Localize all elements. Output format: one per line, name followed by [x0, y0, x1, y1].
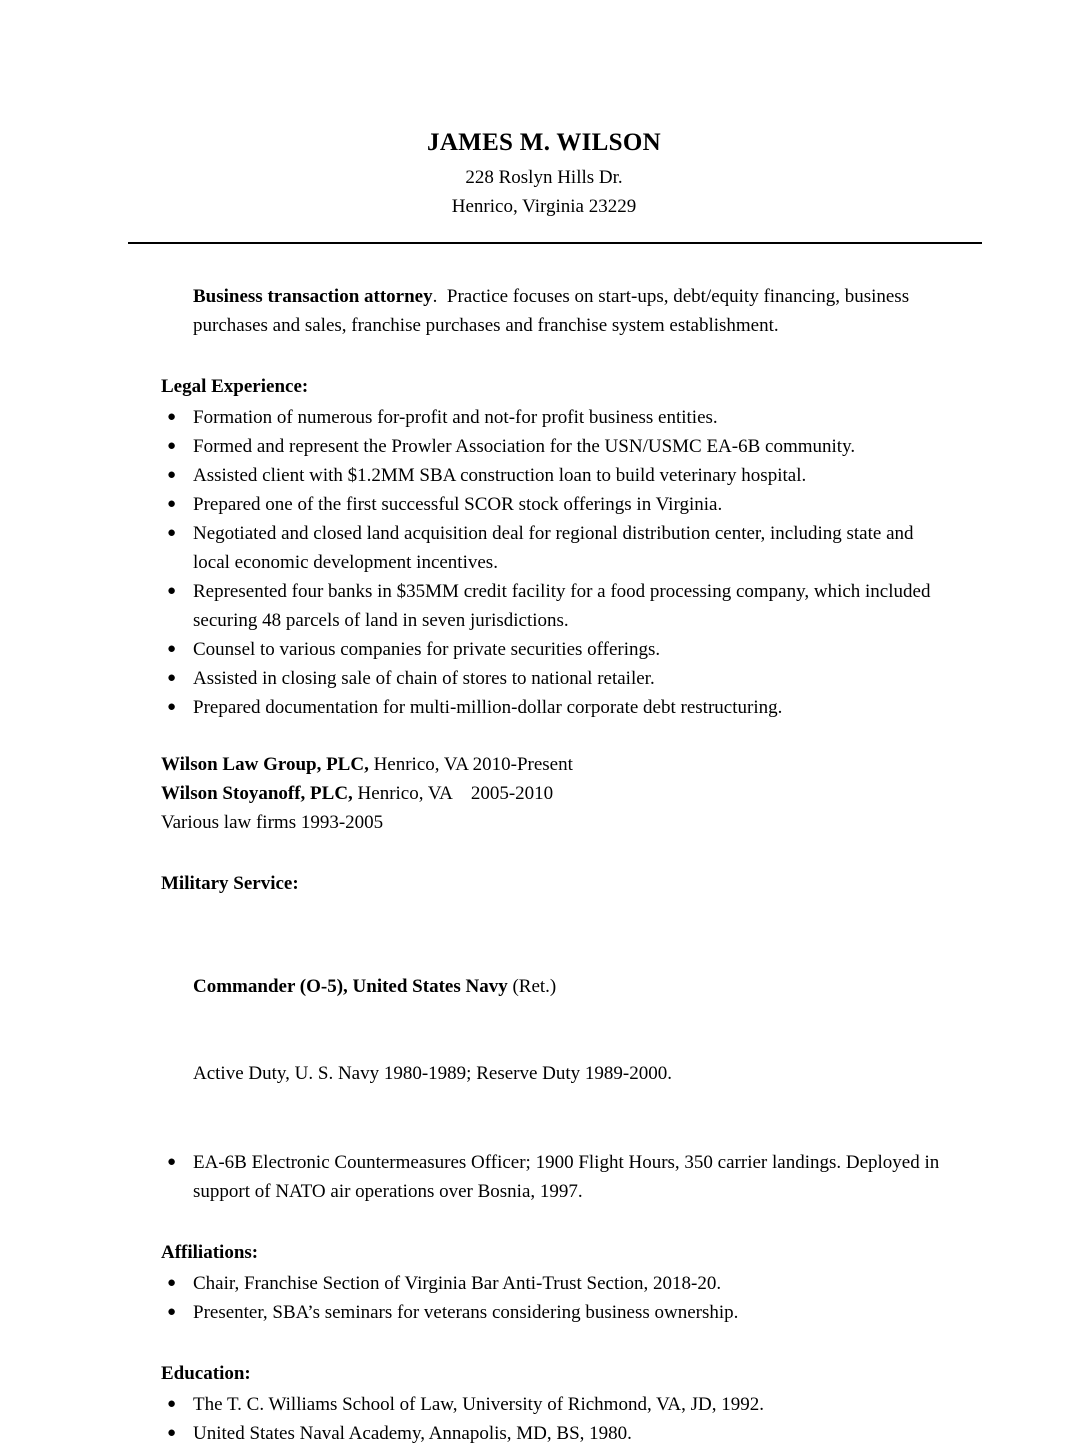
bullet-icon: ● [167, 641, 177, 657]
bullet-text: Counsel to various companies for private securities offerings. [193, 639, 661, 660]
bullet-text: Presenter, SBA’s seminars for veterans considering business ownership. [193, 1302, 739, 1323]
firm-name: Wilson Stoyanoff, PLC, [161, 783, 353, 804]
bullet-item [161, 1390, 943, 1419]
bullet-item [161, 664, 943, 693]
bullet-item [161, 1419, 943, 1448]
bullet-item [161, 693, 943, 722]
bullet-item [161, 432, 943, 461]
bullet-item [161, 519, 943, 577]
bullet-text: Prepared one of the first successful SCOR stock offerings in Virginia. [193, 494, 723, 515]
bullet-text: Formed and represent the Prowler Association for the USN/USMC EA-6B community. [193, 436, 856, 457]
summary-lead: Business transaction attorney [193, 286, 433, 307]
bullet-item [161, 635, 943, 664]
bullet-item [161, 1148, 943, 1206]
bullet-icon: ● [167, 467, 177, 483]
education-list [161, 1390, 943, 1448]
bullet-text: United States Naval Academy, Annapolis, MD, BS, 1980. [193, 1423, 632, 1444]
affiliations-heading: Affiliations: [161, 1242, 259, 1263]
military-duty-line: Active Duty, U. S. Navy 1980-1989; Reserve Duty 1989-2000. [193, 1063, 672, 1084]
bullet-text: Negotiated and closed land acquisition deal for regional distribution center, including state and local economic development incentives. [193, 523, 914, 573]
section-legal-experience [161, 372, 943, 722]
resume-header [0, 0, 1088, 221]
military-rank-block [161, 914, 943, 1146]
bullet-icon: ● [167, 583, 177, 599]
bullet-text: Chair, Franchise Section of Virginia Bar Anti-Trust Section, 2018-20. [193, 1273, 722, 1294]
military-list [161, 1148, 943, 1206]
bullet-icon: ● [167, 525, 177, 541]
bullet-icon: ● [167, 1425, 177, 1441]
bullet-icon: ● [167, 496, 177, 512]
section-education [161, 1359, 943, 1448]
bullet-text: Represented four banks in $35MM credit facility for a food processing company, which included securing 48 parcels of land in seven jurisdictions. [193, 581, 931, 631]
bullet-item [161, 1298, 943, 1327]
education-heading: Education: [161, 1363, 251, 1384]
bullet-icon: ● [167, 1304, 177, 1320]
bullet-item [161, 403, 943, 432]
firm-details: Henrico, VA 2005-2010 [352, 783, 554, 804]
firm-details: Various law firms 1993-2005 [161, 812, 384, 833]
resume-body [0, 282, 1088, 1448]
employment-block [161, 750, 943, 837]
bullet-icon: ● [167, 1396, 177, 1412]
affiliations-list [161, 1269, 943, 1327]
military-rank: Commander (O-5), United States Navy [193, 976, 508, 997]
firm-name: Wilson Law Group, PLC, [161, 754, 369, 775]
summary-text: . Practice focuses on start-ups, debt/equity financing, business purchases and sales, franchise purchases and franchise system establishment. [193, 286, 914, 336]
summary-paragraph [161, 282, 943, 340]
employment-entry [161, 750, 943, 779]
bullet-icon: ● [167, 409, 177, 425]
address-line-2: Henrico, Virginia 23229 [451, 196, 637, 217]
military-heading: Military Service: [161, 873, 299, 894]
bullet-item [161, 577, 943, 635]
firm-details: Henrico, VA 2010-Present [368, 754, 573, 775]
bullet-text: EA-6B Electronic Countermeasures Officer; 1900 Flight Hours, 350 carrier landings. Deployed in support of NATO air operations over Bosnia, 1997. [193, 1152, 940, 1202]
military-rank-line [193, 972, 943, 1001]
address-block [0, 163, 1088, 221]
bullet-item [161, 490, 943, 519]
bullet-icon: ● [167, 670, 177, 686]
bullet-text: Prepared documentation for multi-million-dollar corporate debt restructuring. [193, 697, 783, 718]
bullet-text: The T. C. Williams School of Law, University of Richmond, VA, JD, 1992. [193, 1394, 764, 1415]
address-line-1: 228 Roslyn Hills Dr. [465, 167, 623, 188]
section-affiliations [161, 1238, 943, 1327]
candidate-name: JAMES M. WILSON [427, 129, 661, 156]
bullet-text: Assisted client with $1.2MM SBA construction loan to build veterinary hospital. [193, 465, 807, 486]
bullet-icon: ● [167, 699, 177, 715]
header-divider [128, 242, 982, 244]
employment-entry [161, 808, 943, 837]
bullet-text: Formation of numerous for-profit and not-for profit business entities. [193, 407, 718, 428]
employment-entry [161, 779, 943, 808]
bullet-icon: ● [167, 438, 177, 454]
bullet-item [161, 1269, 943, 1298]
military-rank-suffix: (Ret.) [507, 976, 557, 997]
bullet-text: Assisted in closing sale of chain of stores to national retailer. [193, 668, 655, 689]
bullet-icon: ● [167, 1275, 177, 1291]
bullet-item [161, 461, 943, 490]
section-military [161, 869, 943, 1206]
legal-experience-heading: Legal Experience: [161, 376, 309, 397]
bullet-icon: ● [167, 1154, 177, 1170]
legal-experience-list [161, 403, 943, 722]
